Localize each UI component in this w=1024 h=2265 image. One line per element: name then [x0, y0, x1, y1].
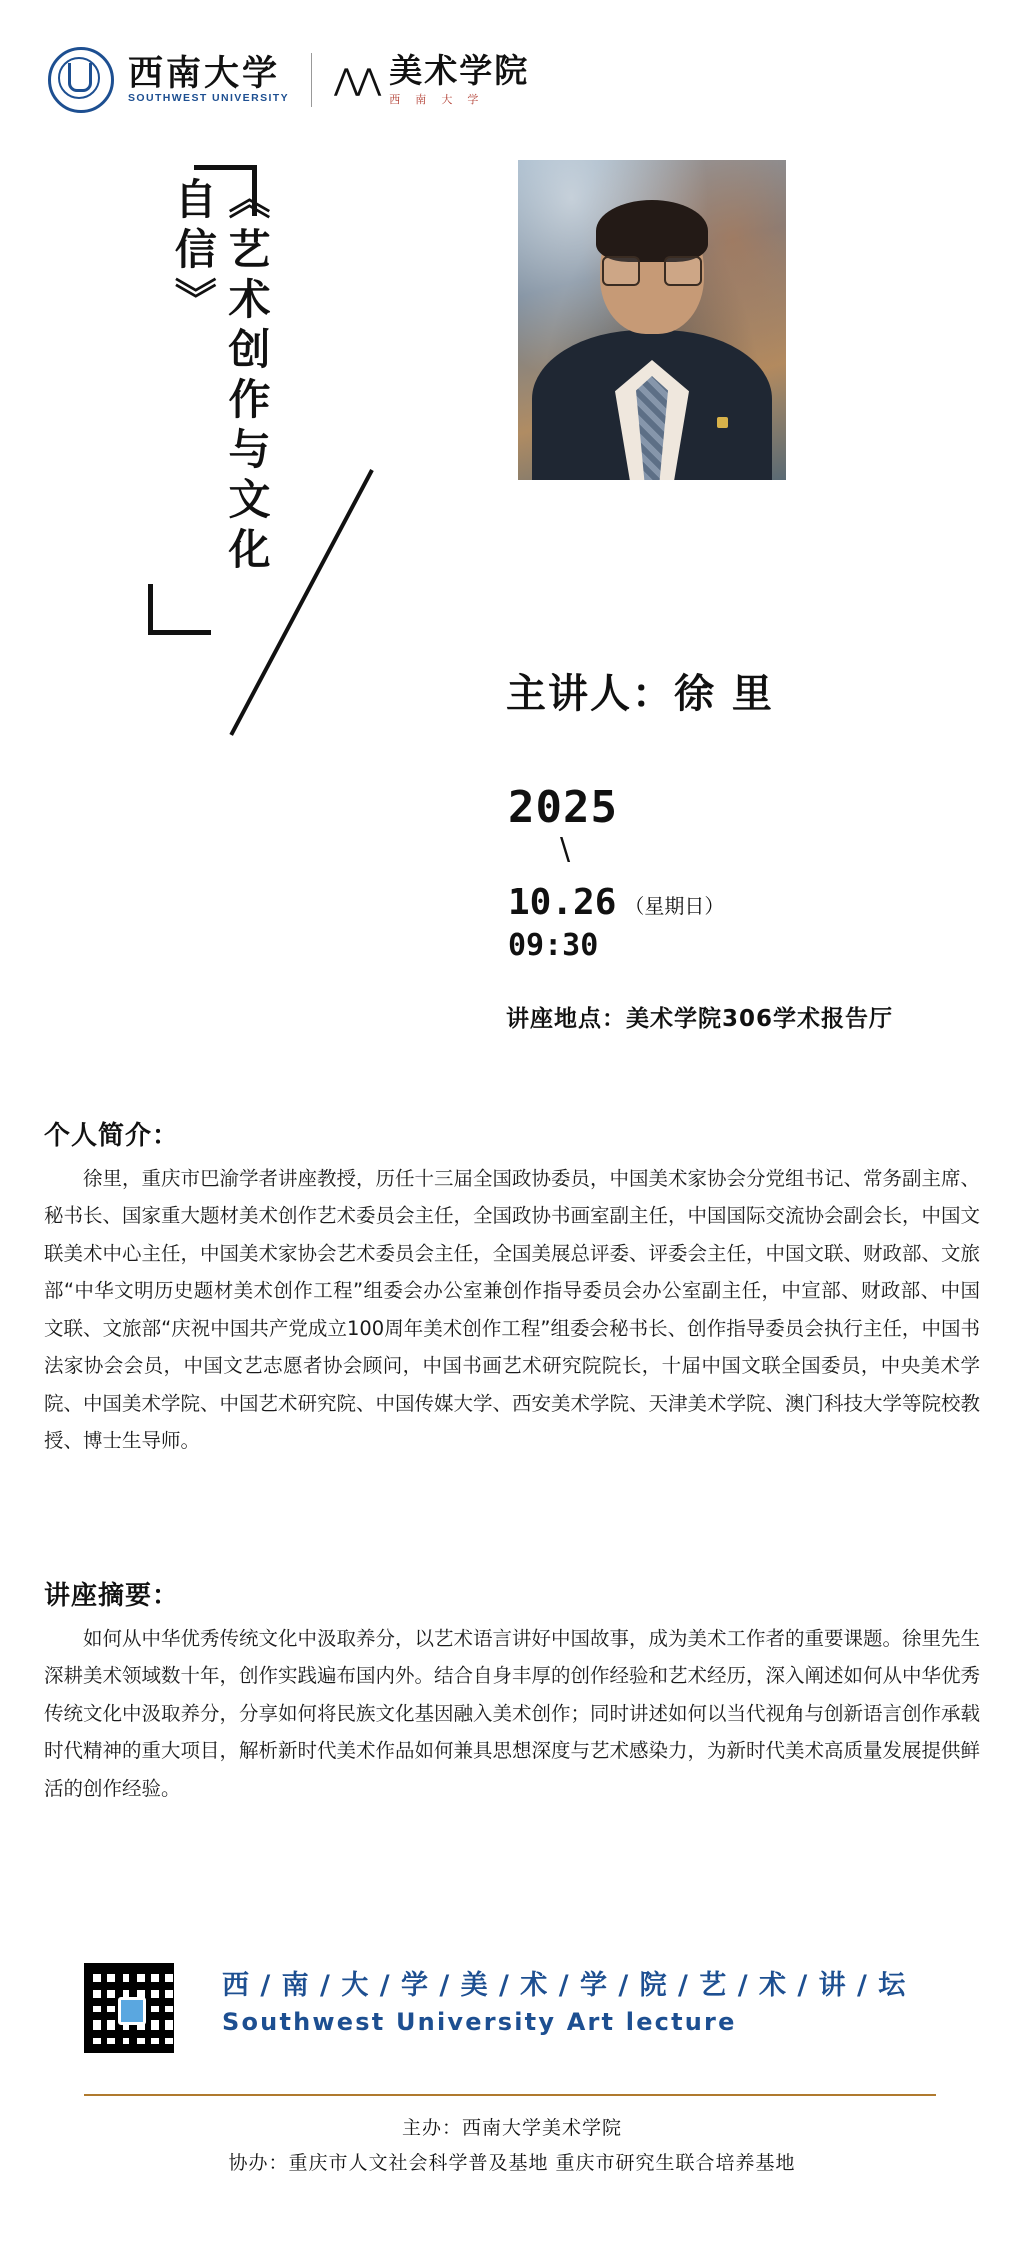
speaker-name: 主讲人：徐 里: [506, 671, 774, 717]
abstract-heading: 讲座摘要：: [44, 1581, 180, 1611]
bio-text: 徐里，重庆市巴渝学者讲座教授，历任十三届全国政协委员，中国美术家协会分党组书记、常务副主席、秘书长、国家重大题材美术创作艺术委员会主任，全国政协书画室副主任，中国国际交流协会副会长，中国文联美术中心主任，中国美术家协会艺术委员会主任，全国美展总评委、评委会主任，中国文联、财政部、文旅部“中华文明历史题材美术创作工程”组委会办公室兼创作指导委员会办公室副主任，中宣部、财政部、中国文联、文旅部“庆祝中国共产党成立100周年美术创作工程”组委会秘书长、创作指导委员会执行主任，中国书法家协会会员，中国文艺志愿者协会顾问，中国书画艺术研究院院长，十届中国文联全国委员，中央美术学院、中国美术学院、中国艺术研究院、中国传媒大学、西安美术学院、天津美术学院、澳门科技大学等院校教授、博士生导师。: [44, 1167, 981, 1453]
university-name-cn: 西南大学: [128, 53, 281, 94]
footer-coorganizer: 协办：重庆市人文社会科学普及基地 重庆市研究生联合培养基地: [228, 2152, 796, 2174]
university-name-block: [114, 53, 290, 104]
event-year: 2025: [508, 782, 618, 833]
portrait-hair: [596, 200, 708, 262]
logo-row: [48, 44, 529, 116]
footer-organizer: 主办：西南大学美术学院: [401, 2117, 622, 2139]
college-name-block: [334, 50, 530, 107]
university-seal-icon: [48, 47, 114, 113]
portrait-glasses-icon: [600, 256, 704, 284]
footer-brand-cn: 西 / 南 / 大 / 学 / 美 / 术 / 学 / 院 / 艺 / 术 / 讲 / 坛: [222, 1970, 907, 2001]
mountain-icon: ⋀⋀: [334, 63, 380, 97]
logo-divider: [311, 53, 312, 107]
year-date-slash: \: [560, 832, 571, 867]
event-weekday: （星期日）: [624, 894, 725, 918]
portrait-lapel-pin: [717, 417, 728, 428]
bio-heading: 个人简介：: [44, 1121, 180, 1151]
event-time: 09:30: [508, 928, 599, 963]
event-venue: 讲座地点：美术学院306学术报告厅: [506, 1006, 894, 1032]
footer-brand-en: Southwest University Art lecture: [222, 2008, 737, 2036]
event-date-line: [508, 882, 724, 923]
speaker-portrait: [518, 160, 786, 480]
abstract-text: 如何从中华优秀传统文化中汲取养分，以艺术语言讲好中国故事，成为美术工作者的重要课题。徐里先生深耕美术领域数十年，创作实践遍布国内外。结合自身丰厚的创作经验和艺术经历，深入阐述如何从中华优秀传统文化中汲取养分，分享如何将民族文化基因融入美术创作；同时讲述如何以当代视角与创新语言创作承载时代精神的重大项目，解析新时代美术作品如何兼具思想深度与艺术感染力，为新时代美术高质量发展提供鲜活的创作经验。: [44, 1627, 981, 1800]
lecture-title: 《艺术创作与文化自信》: [168, 177, 272, 577]
footer-divider: [84, 2094, 936, 2096]
event-date: 10.26: [508, 882, 617, 923]
lecture-title-block: [160, 165, 360, 635]
college-name-sub: 西 南 大 学: [389, 93, 485, 106]
university-name-en: SOUTHWEST UNIVERSITY: [128, 91, 290, 104]
qr-code-icon[interactable]: [84, 1963, 174, 2053]
college-name-cn: 美术学院: [389, 50, 530, 90]
